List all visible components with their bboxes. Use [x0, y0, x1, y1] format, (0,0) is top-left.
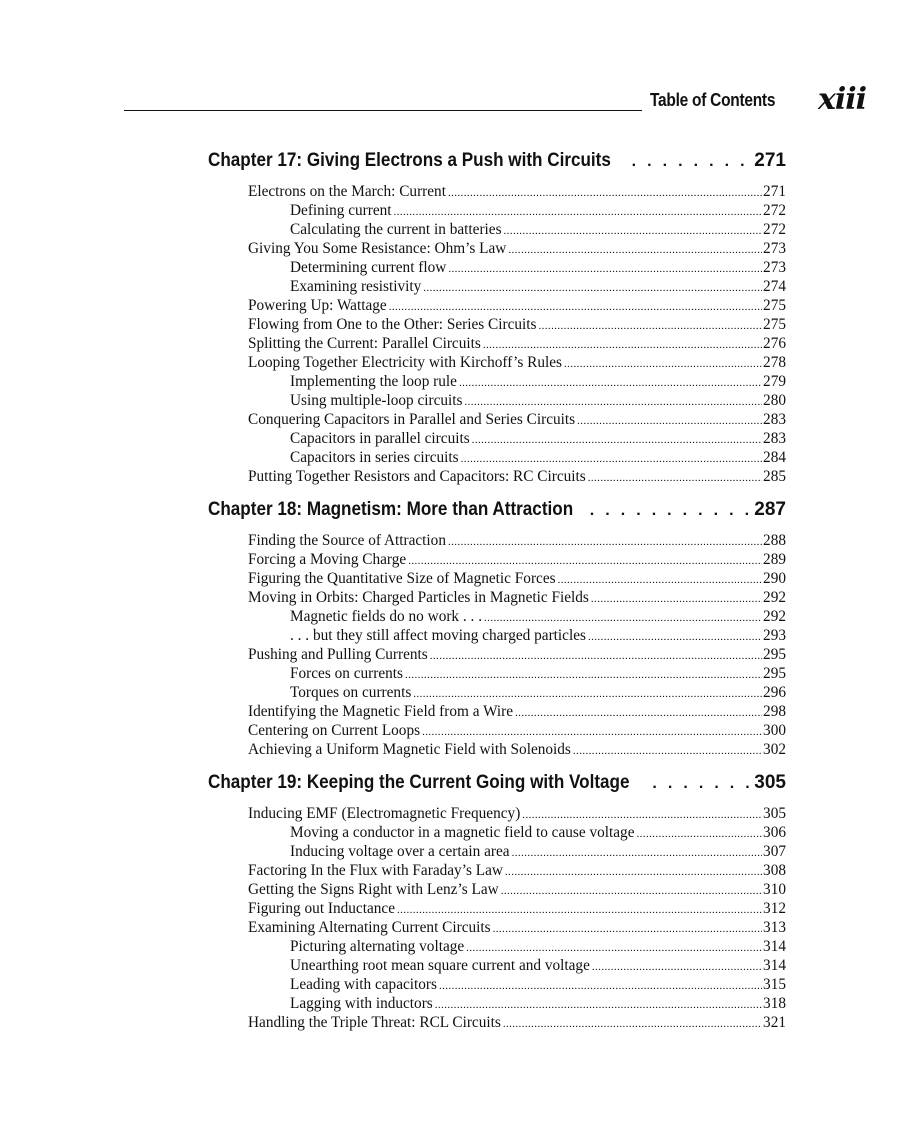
dot-leader: [448, 187, 762, 199]
subsection-entry[interactable]: [208, 259, 786, 278]
entry-title: Splitting the Current: Parallel Circuits: [248, 335, 481, 352]
dot-leader: [592, 961, 762, 973]
section-entry[interactable]: [208, 741, 786, 760]
entry-title: Giving You Some Resistance: Ohm’s Law: [248, 240, 507, 257]
entry-title: Looping Together Electricity with Kirchoff’s Rules: [248, 354, 563, 371]
dot-leader: [515, 707, 762, 719]
subsection-entry[interactable]: [208, 202, 786, 221]
entry-page-number: 313: [763, 919, 786, 936]
entry-page-number: 307: [763, 843, 786, 860]
dot-leader: [430, 650, 762, 662]
subsection-entry[interactable]: [208, 684, 786, 703]
section-entry[interactable]: [208, 646, 786, 665]
dot-leader: [503, 1018, 762, 1030]
entry-title: Capacitors in series circuits: [290, 449, 459, 466]
entry-page-number: 272: [763, 202, 786, 219]
subsection-entry[interactable]: [208, 957, 786, 976]
dot-leader: [389, 301, 762, 313]
entry-page-number: 296: [763, 684, 786, 701]
chapter-heading[interactable]: [208, 499, 786, 530]
subsection-entry[interactable]: [208, 665, 786, 684]
dot-leader: [459, 377, 762, 389]
entry-title: Picturing alternating voltage: [290, 938, 465, 955]
dot-leader: [422, 726, 762, 738]
entry-page-number: 275: [763, 316, 786, 333]
entry-page-number: 275: [763, 297, 786, 314]
entry-page-number: 292: [763, 608, 786, 625]
chapter-page-number: 271: [754, 150, 786, 171]
section-entry[interactable]: [208, 900, 786, 919]
dot-leader: [588, 631, 762, 643]
entry-title: Determining current flow: [290, 259, 447, 276]
dot-leader: [632, 153, 753, 171]
entry-page-number: 276: [763, 335, 786, 352]
entry-title: Unearthing root mean square current and voltage: [290, 957, 590, 974]
dot-leader: [564, 358, 762, 370]
dot-leader: [522, 809, 762, 821]
dot-leader: [588, 472, 762, 484]
entry-title: Finding the Source of Attraction: [248, 532, 446, 549]
entry-page-number: 288: [763, 532, 786, 549]
chapter-title: Chapter 19: Keeping the Current Going with Voltage: [208, 772, 630, 793]
dot-leader: [405, 669, 762, 681]
subsection-entry[interactable]: [208, 373, 786, 392]
dot-leader: [465, 396, 763, 408]
entry-page-number: 271: [763, 183, 786, 200]
entry-page-number: 300: [763, 722, 786, 739]
section-entry[interactable]: [208, 805, 786, 824]
entry-title: Implementing the loop rule: [290, 373, 457, 390]
entry-page-number: 312: [763, 900, 786, 917]
subsection-entry[interactable]: [208, 608, 786, 627]
dot-leader: [590, 502, 753, 520]
entry-page-number: 295: [763, 646, 786, 663]
chapter-page-number: 287: [754, 499, 786, 520]
dot-leader: [591, 593, 762, 605]
entry-page-number: 285: [763, 468, 786, 485]
entry-page-number: 306: [763, 824, 786, 841]
entry-page-number: 298: [763, 703, 786, 720]
subsection-entry[interactable]: [208, 221, 786, 240]
dot-leader: [483, 339, 762, 351]
dot-leader: [439, 980, 762, 992]
dot-leader: [394, 206, 763, 218]
section-entry[interactable]: [208, 1014, 786, 1033]
entry-page-number: 290: [763, 570, 786, 587]
section-entry[interactable]: [208, 722, 786, 741]
entry-title: Conquering Capacitors in Parallel and Series Circuits: [248, 411, 576, 428]
entry-title: Getting the Signs Right with Lenz’s Law: [248, 881, 499, 898]
section-entry[interactable]: [208, 532, 786, 551]
subsection-entry[interactable]: [208, 995, 786, 1014]
chapter-page-number: 305: [754, 772, 786, 793]
dot-leader: [577, 415, 762, 427]
dot-leader: [408, 555, 762, 567]
entry-title: Inducing EMF (Electromagnetic Frequency): [248, 805, 521, 822]
subsection-entry[interactable]: [208, 843, 786, 862]
subsection-entry[interactable]: [208, 627, 786, 646]
entry-page-number: 295: [763, 665, 786, 682]
entry-page-number: 280: [763, 392, 786, 409]
dot-leader: [558, 574, 762, 586]
section-entry[interactable]: [208, 240, 786, 259]
dot-leader: [573, 745, 762, 757]
entry-title: Inducing voltage over a certain area: [290, 843, 510, 860]
entry-title: Lagging with inductors: [290, 995, 433, 1012]
entry-title: Forcing a Moving Charge: [248, 551, 407, 568]
section-entry[interactable]: [208, 570, 786, 589]
entry-title: Torques on currents: [290, 684, 412, 701]
section-entry[interactable]: [208, 703, 786, 722]
entry-page-number: 315: [763, 976, 786, 993]
entry-title: Handling the Triple Threat: RCL Circuits: [248, 1014, 501, 1031]
dot-leader: [461, 453, 762, 465]
table-of-contents: [208, 150, 786, 1045]
dot-leader: [397, 904, 762, 916]
dot-leader: [472, 434, 762, 446]
entry-page-number: 284: [763, 449, 786, 466]
section-entry[interactable]: [208, 316, 786, 335]
chapter-heading[interactable]: [208, 150, 786, 181]
entry-title: Electrons on the March: Current: [248, 183, 446, 200]
subsection-entry[interactable]: [208, 938, 786, 957]
section-entry[interactable]: [208, 881, 786, 900]
entry-title: Examining Alternating Current Circuits: [248, 919, 491, 936]
entry-page-number: 274: [763, 278, 786, 295]
entry-page-number: 272: [763, 221, 786, 238]
dot-leader: [505, 866, 762, 878]
section-entry[interactable]: [208, 551, 786, 570]
subsection-entry[interactable]: [208, 824, 786, 843]
entry-title: Powering Up: Wattage: [248, 297, 387, 314]
running-header: [124, 82, 878, 124]
dot-leader: [466, 942, 762, 954]
section-entry[interactable]: [208, 468, 786, 487]
entry-title: Capacitors in parallel circuits: [290, 430, 470, 447]
entry-title: Moving a conductor in a magnetic field to cause voltage: [290, 824, 635, 841]
entry-page-number: 273: [763, 259, 786, 276]
entry-page-number: 314: [763, 938, 786, 955]
entry-title: Achieving a Uniform Magnetic Field with Solenoids: [248, 741, 571, 758]
entry-title: Flowing from One to the Other: Series Circuits: [248, 316, 537, 333]
entry-title: Putting Together Resistors and Capacitors: RC Circuits: [248, 468, 586, 485]
entry-page-number: 314: [763, 957, 786, 974]
dot-leader: [501, 885, 762, 897]
chapter-group: [208, 772, 786, 1033]
dot-leader: [413, 688, 762, 700]
dot-leader: [512, 847, 762, 859]
chapter-group: [208, 499, 786, 760]
subsection-entry[interactable]: [208, 449, 786, 468]
chapter-group: [208, 150, 786, 487]
entry-title: Centering on Current Loops: [248, 722, 421, 739]
entry-title: Factoring In the Flux with Faraday’s Law: [248, 862, 503, 879]
entry-page-number: 305: [763, 805, 786, 822]
entry-title: Forces on currents: [290, 665, 403, 682]
dot-leader: [538, 320, 762, 332]
dot-leader: [493, 923, 762, 935]
entry-title: Using multiple-loop circuits: [290, 392, 463, 409]
subsection-entry[interactable]: [208, 278, 786, 297]
entry-page-number: 273: [763, 240, 786, 257]
header-rule: [124, 110, 642, 111]
entry-page-number: 289: [763, 551, 786, 568]
entry-title: Moving in Orbits: Charged Particles in Magnetic Fields: [248, 589, 589, 606]
subsection-entry[interactable]: [208, 976, 786, 995]
entry-title: Figuring the Quantitative Size of Magnetic Forces: [248, 570, 556, 587]
section-entry[interactable]: [208, 297, 786, 316]
entry-page-number: 318: [763, 995, 786, 1012]
entry-title: Calculating the current in batteries: [290, 221, 502, 238]
entry-page-number: 321: [763, 1014, 786, 1031]
header-section-title: Table of Contents: [650, 90, 776, 110]
dot-leader: [508, 244, 762, 256]
entry-title: Pushing and Pulling Currents: [248, 646, 428, 663]
entry-title: Defining current: [290, 202, 392, 219]
section-entry[interactable]: [208, 354, 786, 373]
subsection-entry[interactable]: [208, 392, 786, 411]
section-entry[interactable]: [208, 589, 786, 608]
entry-page-number: 293: [763, 627, 786, 644]
subsection-entry[interactable]: [208, 430, 786, 449]
entry-title: Examining resistivity: [290, 278, 422, 295]
section-entry[interactable]: [208, 919, 786, 938]
dot-leader: [448, 536, 762, 548]
entry-page-number: 283: [763, 411, 786, 428]
chapter-heading[interactable]: [208, 772, 786, 803]
dot-leader: [435, 999, 762, 1011]
dot-leader: [423, 282, 762, 294]
section-entry[interactable]: [208, 411, 786, 430]
entry-page-number: 278: [763, 354, 786, 371]
entry-page-number: 283: [763, 430, 786, 447]
entry-title: Identifying the Magnetic Field from a Wire: [248, 703, 514, 720]
section-entry[interactable]: [208, 183, 786, 202]
page-number: xiii: [818, 82, 867, 117]
dot-leader: [652, 775, 752, 793]
entry-page-number: 279: [763, 373, 786, 390]
entry-title: . . . but they still affect moving charged particles: [290, 627, 586, 644]
entry-page-number: 302: [763, 741, 786, 758]
dot-leader: [504, 225, 763, 237]
chapter-title: Chapter 18: Magnetism: More than Attraction: [208, 499, 574, 520]
entry-page-number: 308: [763, 862, 786, 879]
entry-title: Figuring out Inductance: [248, 900, 395, 917]
dot-leader: [637, 828, 763, 840]
entry-title: Magnetic fields do no work . . .: [290, 608, 483, 625]
section-entry[interactable]: [208, 862, 786, 881]
dot-leader: [448, 263, 762, 275]
entry-page-number: 292: [763, 589, 786, 606]
dot-leader: [484, 612, 762, 624]
entry-page-number: 310: [763, 881, 786, 898]
section-entry[interactable]: [208, 335, 786, 354]
entry-title: Leading with capacitors: [290, 976, 437, 993]
chapter-title: Chapter 17: Giving Electrons a Push with Circuits: [208, 150, 611, 171]
